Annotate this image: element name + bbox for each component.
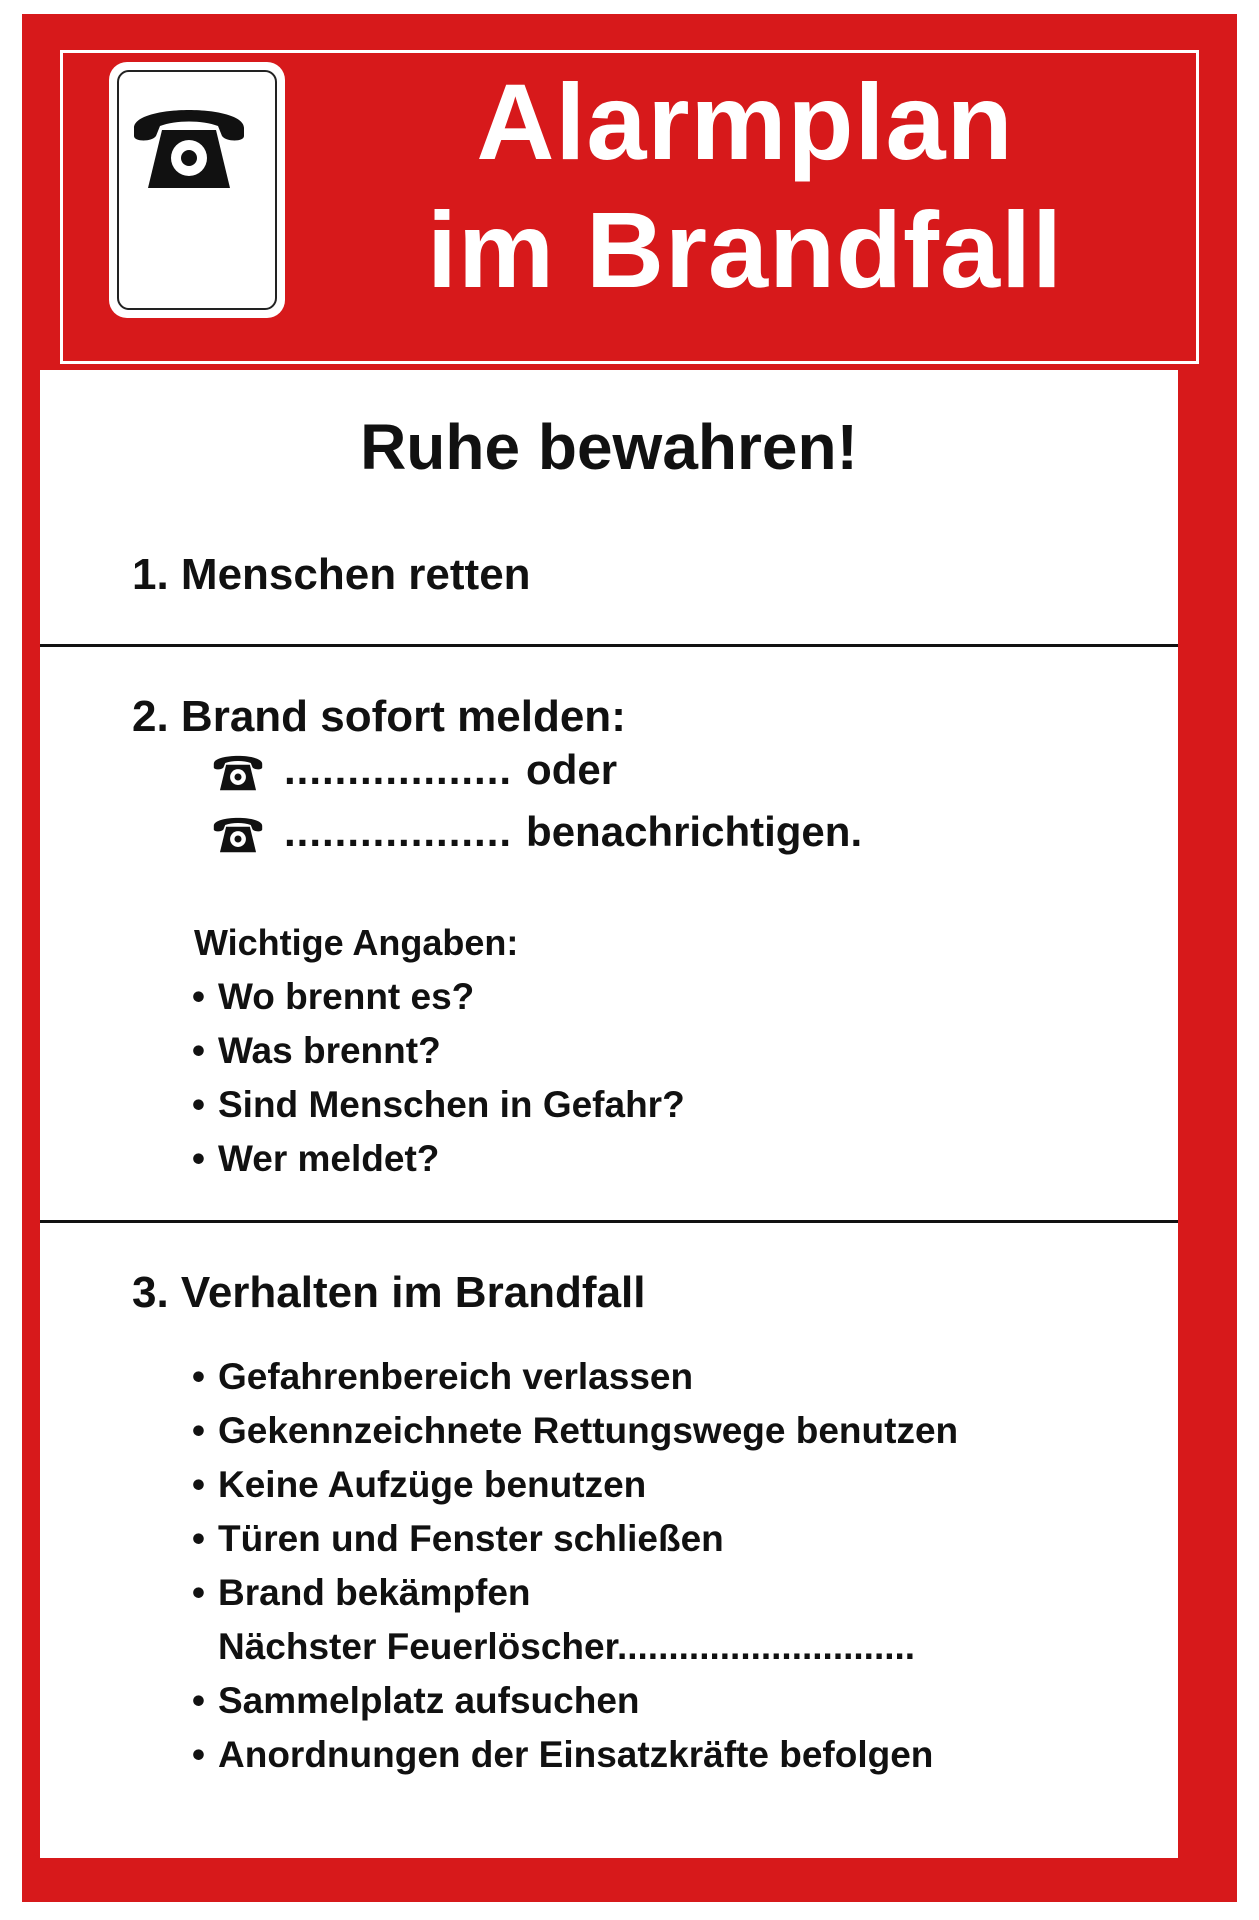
- phone-line: [210, 808, 862, 856]
- list-item: • Sammelplatz aufsuchen: [192, 1680, 640, 1721]
- sign-title: [330, 58, 1160, 314]
- phone-number-blank: ..................: [284, 808, 513, 855]
- list-item: • Gekennzeichnete Rettungswege benutzen: [192, 1410, 959, 1451]
- content-panel: [40, 370, 1178, 1858]
- telephone-icon: [210, 748, 266, 792]
- telephone-icon: [210, 810, 266, 854]
- list-item: • Brand bekämpfen: [192, 1572, 531, 1613]
- list-item: • Keine Aufzüge benutzen: [192, 1464, 647, 1505]
- step-2-title: 2. Brand sofort melden:: [132, 692, 626, 741]
- list-item: • Wo brennt es?: [192, 976, 475, 1017]
- phone-number-blank: ..................: [284, 746, 513, 793]
- extinguisher-line: Nächster Feuerlöscher.............................: [218, 1626, 916, 1667]
- info-bullet-list: [192, 970, 685, 1186]
- list-item: • Türen und Fenster schließen: [192, 1518, 724, 1559]
- list-item: • Sind Menschen in Gefahr?: [192, 1084, 685, 1125]
- behavior-bullet-list: [192, 1350, 958, 1782]
- telephone-icon: [126, 92, 252, 192]
- step-3-title: 3. Verhalten im Brandfall: [132, 1268, 646, 1317]
- list-item: • Wer meldet?: [192, 1138, 440, 1179]
- list-item: • Was brennt?: [192, 1030, 441, 1071]
- title-line-2: im Brandfall: [426, 189, 1064, 310]
- step-1-title: 1. Menschen retten: [132, 550, 531, 599]
- list-item: • Gefahrenbereich verlassen: [192, 1356, 694, 1397]
- list-item: • Anordnungen der Einsatzkräfte befolgen: [192, 1734, 934, 1775]
- headline: Ruhe bewahren!: [360, 411, 858, 483]
- divider: [40, 644, 1178, 647]
- phone-line-text: benachrichtigen.: [526, 808, 863, 855]
- phone-line-text: oder: [526, 746, 618, 793]
- phone-line: [210, 746, 617, 794]
- title-line-1: Alarmplan: [476, 61, 1014, 182]
- info-heading: Wichtige Angaben:: [194, 922, 519, 963]
- phone-symbol-box: [109, 62, 285, 318]
- divider: [40, 1220, 1178, 1223]
